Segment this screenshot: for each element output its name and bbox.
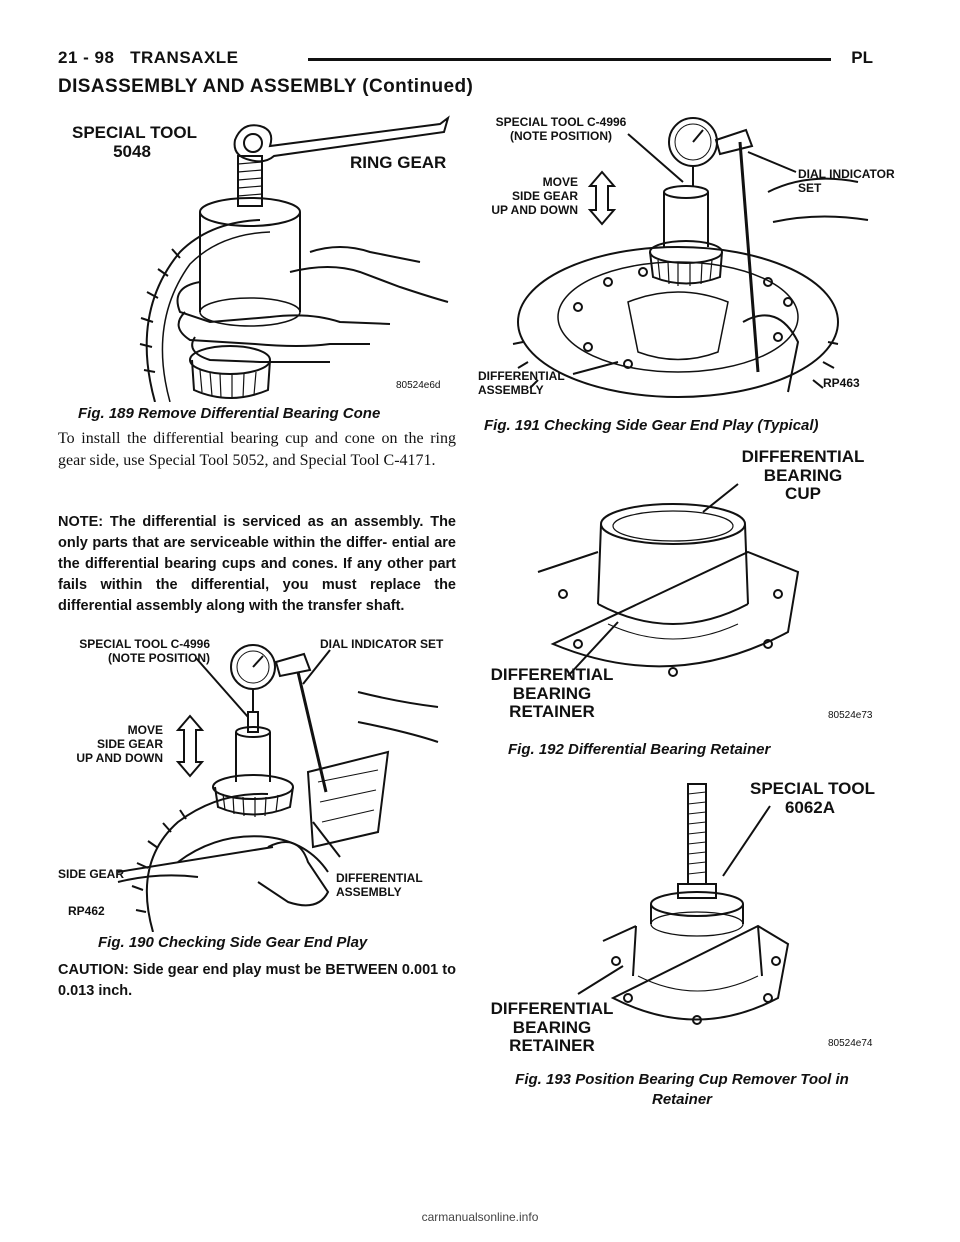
figure-code: RP462 xyxy=(68,904,105,918)
caution-note: CAUTION: Side gear end play must be BETWEEN 0.001 to 0.013 inch. xyxy=(58,962,456,999)
site-footer: carmanualsonline.info xyxy=(421,1210,539,1224)
figure-193 xyxy=(478,776,878,1056)
figure-193-caption-line2: Retainer xyxy=(651,1091,713,1108)
label-differential-bearing-retainer: DIFFERENTIAL BEARING RETAINER xyxy=(490,999,614,1056)
label-special-tool-c4996: SPECIAL TOOL C-4996 (NOTE POSITION) xyxy=(495,115,627,143)
label-move-side-gear: MOVE SIDE GEAR UP AND DOWN xyxy=(76,723,163,765)
section-title: DISASSEMBLY AND ASSEMBLY (Continued) xyxy=(58,76,474,97)
label-differential-assembly: DIFFERENTIAL ASSEMBLY xyxy=(336,871,423,899)
figure-code: 80524e6d xyxy=(396,380,441,391)
page-header xyxy=(58,46,873,72)
figure-192-caption: Fig. 192 Differential Bearing Retainer xyxy=(508,741,771,758)
figure-191-caption: Fig. 191 Checking Side Gear End Play (Typical) xyxy=(484,417,819,434)
figure-190 xyxy=(58,632,456,932)
install-instructions: To install the differential bearing cup and cone on the ring gear side, use Special Tool 5052, and Special Tool C-4171. xyxy=(58,430,456,469)
label-ring-gear: RING GEAR xyxy=(350,153,447,172)
label-differential-bearing-cup: DIFFERENTIAL BEARING CUP xyxy=(741,447,865,504)
label-dial-indicator-set: DIAL INDICATOR SET xyxy=(320,637,444,651)
figure-code: RP463 xyxy=(823,376,860,390)
label-special-tool-5048: SPECIAL TOOL 5048 xyxy=(72,123,198,161)
figure-193-caption xyxy=(486,1070,878,1110)
service-note: NOTE: The differential is serviced as an assembly. The only parts that are serviceable within the differ- ential are the differential bearing cups and cones. If any other part fails within the differential, you must replace the differential assembly along with the transfer shaft. xyxy=(58,514,456,614)
label-special-tool-c4996: SPECIAL TOOL C-4996 (NOTE POSITION) xyxy=(79,637,210,665)
figure-191 xyxy=(478,112,895,402)
section-code: PL xyxy=(851,48,873,67)
label-dial-indicator-set: DIAL INDICATOR SET xyxy=(798,167,895,195)
label-move-side-gear: MOVE SIDE GEAR UP AND DOWN xyxy=(491,175,578,217)
figure-189-caption: Fig. 189 Remove Differential Bearing Cone xyxy=(78,405,381,422)
figure-192 xyxy=(478,444,878,726)
side-gear-end-play-typical-illustration xyxy=(478,112,878,402)
figure-189 xyxy=(60,112,450,402)
page-reference: 21 - 98 TRANSAXLE xyxy=(58,48,239,67)
figure-code: 80524e73 xyxy=(828,710,873,721)
label-differential-bearing-retainer: DIFFERENTIAL BEARING RETAINER xyxy=(490,665,614,722)
label-side-gear: SIDE GEAR xyxy=(58,867,125,881)
header-rule xyxy=(308,58,831,61)
label-special-tool-6062a: SPECIAL TOOL 6062A xyxy=(750,779,876,817)
figure-190-caption: Fig. 190 Checking Side Gear End Play xyxy=(98,934,368,951)
figure-193-caption-line1: Fig. 193 Position Bearing Cup Remover Tool in xyxy=(515,1071,849,1088)
label-differential-assembly: DIFFERENTIAL ASSEMBLY xyxy=(478,369,565,397)
figure-code: 80524e74 xyxy=(828,1038,873,1049)
